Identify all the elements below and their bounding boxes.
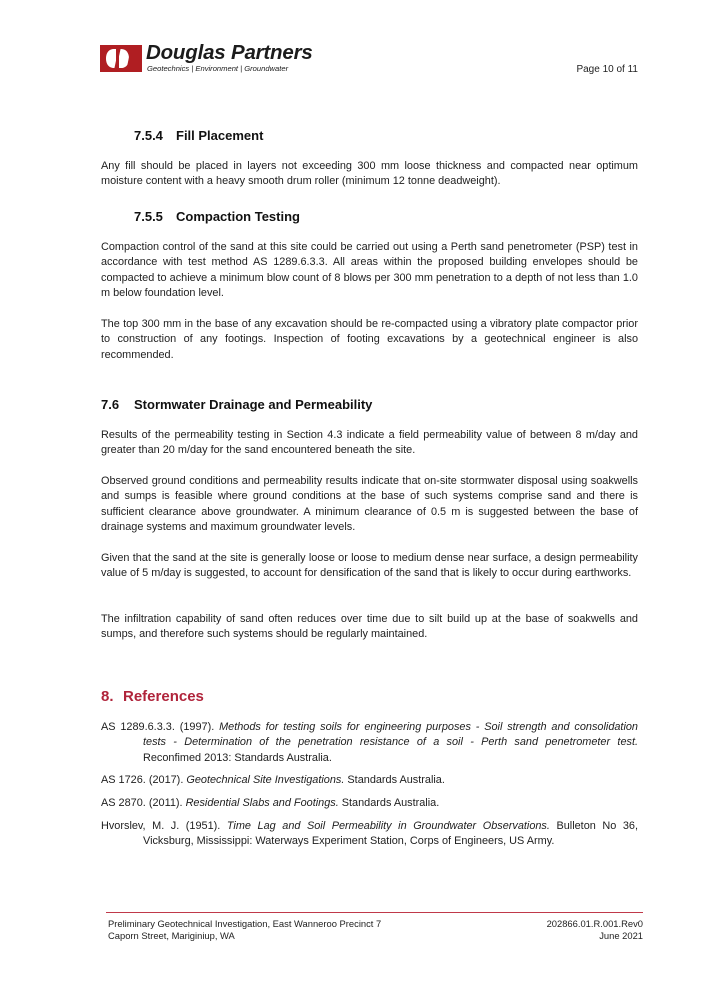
reference-item: AS 1289.6.3.3. (1997). Methods for testing soils for engineering purposes - Soil strength and consolidation tests - Determination of the penetration resistance of a soil - Perth sand penetrometer test. Reconfimed 2013: Standards Australia. [101,721,638,764]
paragraph: Results of the permeability testing in Section 4.3 indicate a field permeability value of between 8 m/day and greater than 20 m/day for the sand encountered beneath the site. [101,429,638,457]
paragraph: Any fill should be placed in layers not exceeding 300 mm loose thickness and compacted near optimum moisture content with a heavy smooth drum roller (minimum 12 tonne deadweight). [101,160,638,188]
heading-title: Compaction Testing [176,209,300,224]
page-number: Page 10 of 11 [576,64,638,75]
footer-reference [547,918,643,942]
douglas-partners-logo-icon [100,45,142,72]
footer-project-location: Caporn Street, Mariginiup, WA [108,930,235,941]
heading-fill-placement [134,128,263,143]
heading-stormwater [101,397,372,412]
company-logo [100,43,325,73]
paragraph: Observed ground conditions and permeability results indicate that on-site stormwater disposal using soakwells and sumps is feasible where ground conditions at the base of such systems comprise sand and there is sufficient clearance above groundwater. A minimum clearance of 0.5 m is suggested between the base of drainage systems and maximum groundwater levels. [101,475,638,534]
footer-project [108,918,381,942]
footer-report-number: 202866.01.R.001.Rev0 [546,918,643,929]
heading-number: 8. [101,688,114,705]
heading-number: 7.5.5 [134,209,163,224]
heading-number: 7.6 [101,397,120,412]
heading-title: References [123,688,204,705]
heading-compaction-testing [134,209,300,224]
heading-title: Fill Placement [176,128,264,143]
heading-title: Stormwater Drainage and Permeability [134,397,373,412]
logo-tagline: Geotechnics | Environment | Groundwater [147,64,289,73]
footer-date: June 2021 [599,930,643,941]
heading-number: 7.5.4 [134,128,163,143]
paragraph: The infiltration capability of sand often reduces over time due to silt build up at the base of soakwells and sumps, and therefore such systems should be regularly maintained. [101,613,638,641]
footer-project-title: Preliminary Geotechnical Investigation, East Wanneroo Precinct 7 [108,918,382,929]
paragraph: Given that the sand at the site is generally loose or loose to medium dense near surface, a design permeability value of 5 m/day is suggested, to account for densification of the sand that is likely to occur during earthworks. [101,552,638,580]
paragraph: Compaction control of the sand at this site could be carried out using a Perth sand penetrometer (PSP) test in accordance with test method AS 1289.6.3.3. All areas within the proposed building envelopes should be compacted to achieve a minimum blow count of 8 blows per 300 mm penetration to a depth of not less than 1.0 m below foundation level. [101,241,638,300]
reference-item: AS 1726. (2017). Geotechnical Site Investigations. Standards Australia. [101,774,445,786]
reference-item: AS 2870. (2011). Residential Slabs and Footings. Standards Australia. [101,797,440,809]
footer-divider [106,912,643,913]
reference-item: Hvorslev, M. J. (1951). Time Lag and Soil Permeability in Groundwater Observations. Bulleton No 36, Vicksburg, Mississippi: Waterways Experiment Station, Corps of Engineers, US Army. [101,820,638,848]
heading-references [101,688,204,705]
paragraph: The top 300 mm in the base of any excavation should be re-compacted using a vibratory plate compactor prior to construction of any footings. Inspection of footing excavations by a geotechnical engineer is also recommended. [101,318,638,361]
logo-name: Douglas Partners [146,41,313,64]
